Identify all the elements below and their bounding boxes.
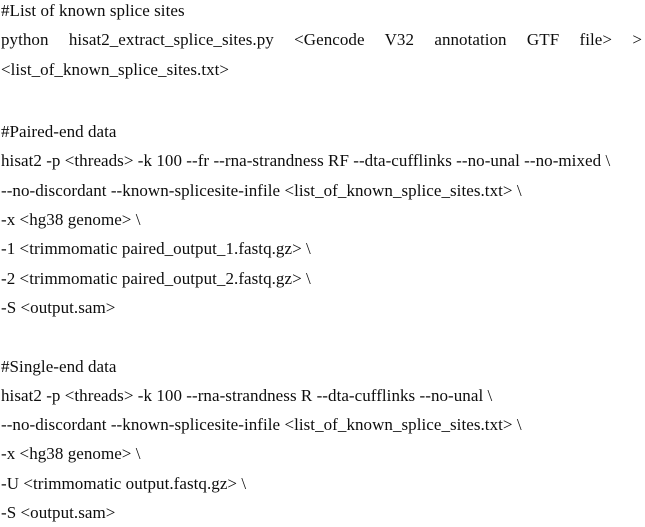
command-line-hisat2-paired-genome-index: -x <hg38 genome> \ (1, 210, 141, 230)
command-line-hisat2-paired-read2: -2 <trimmomatic paired_output_2.fastq.gz> \ (1, 268, 311, 288)
command-line-hisat2-paired-output-sam: -S <output.sam> (1, 297, 116, 317)
command-line-hisat2-single-genome-index: -x <hg38 genome> \ (1, 444, 141, 464)
command-line-hisat2-paired-read1: -1 <trimmomatic paired_output_1.fastq.gz> \ (1, 239, 311, 259)
command-line-hisat2-single-1: hisat2 -p <threads> -k 100 --rna-strandness R --dta-cufflinks --no-unal \ (1, 385, 493, 405)
comment-line-single-end: #Single-end data (1, 356, 117, 376)
command-line-extract-splice-sites-output: <list_of_known_splice_sites.txt> (1, 59, 230, 79)
blank-line-1 (1, 88, 643, 117)
command-line-extract-splice-sites: python hisat2_extract_splice_sites.py <Gencode V32 annotation GTF file> > (1, 30, 642, 50)
command-line-hisat2-single-2: --no-discordant --known-splicesite-infile <list_of_known_splice_sites.txt> \ (1, 415, 522, 435)
blank-line-2 (1, 322, 643, 351)
command-line-hisat2-single-reads: -U <trimmomatic output.fastq.gz> \ (1, 473, 247, 493)
comment-line-splice-sites: #List of known splice sites (1, 1, 185, 20)
comment-line-paired-end: #Paired-end data (1, 122, 117, 142)
command-line-hisat2-single-output-sam: -S <output.sam> (1, 503, 116, 523)
command-line-hisat2-paired-2: --no-discordant --known-splicesite-infile <list_of_known_splice_sites.txt> \ (1, 180, 522, 200)
command-line-hisat2-paired-1: hisat2 -p <threads> -k 100 --fr --rna-strandness RF --dta-cufflinks --no-unal --no-mixed \ (1, 151, 611, 171)
